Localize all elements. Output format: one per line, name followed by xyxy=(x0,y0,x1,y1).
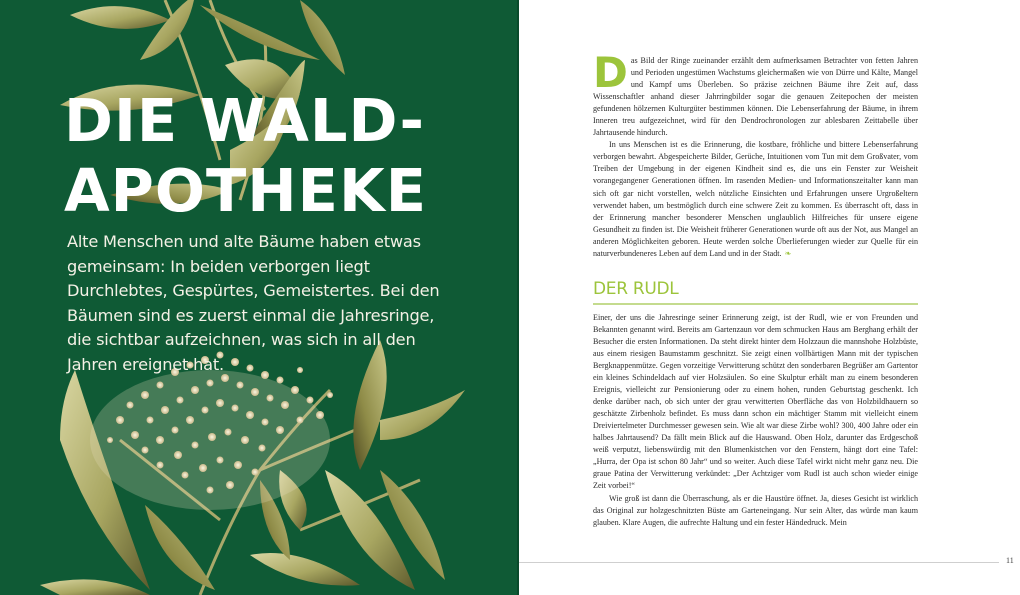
paragraph-2-text: In uns Menschen ist es die Erinnerung, die kostbare, fröhliche und bittere Lebenserfahrung verborgen bewahrt. Abgespeicherte Bilder, Gerüche, Intuitionen vom Tun mit dem Großvater, vom Treiben der Umgebung in der eigenen Kindheit sind es, die uns ein Fenster zur Weisheit vorangegangener Generationen öffnen. Im rasenden Medien- und Informationszeitalter kann man sich oft gar nicht vorstellen, welch nützliche Einsichten und Erfahrungen unsere Urgroßeltern verwendet haben, um bestmöglich durch eine schwere Zeit zu kommen. Es überrascht oft, dass in der Erinnerung mancher besonderer Menschen unglaublich Hilfreiches für unsere eigene Gesundheit zu finden ist. Die Weisheit früherer Generationen wurde oft aus der Not, aus Mangel an anderen Möglichkeiten geboren. Heute werden solche Überlieferungen wieder zur Quelle für ein naturverbundeneres Leben auf dem Land und in der Stadt. xyxy=(593,140,918,258)
footer-divider xyxy=(519,562,999,563)
body-text-column xyxy=(593,48,918,529)
chapter-title-line-2: APOTHEKE xyxy=(64,156,428,225)
section-heading: DER RUDL xyxy=(593,278,918,305)
chapter-title-line-1: DIE WALD- xyxy=(64,86,426,155)
section-paragraph-1: Einer, der uns die Jahresringe seiner Erinnerung zeigt, ist der Rudl, wie er von Freunden und Bekannten genannt wird. Bereits am Gartenzaun vor dem schmucken Haus am Berghang erhält der Besucher die ersten Informationen. Da steht direkt hinter dem Holzzaun die mannshohe Holzbüste, aus einem riesigen Baumstamm geschnitzt. Sie zeigt einen vollbärtigen Mann mit der typischen Bergknappenmütze. Gegen vorzeitige Verwitterung schützt den sonderbaren Begrüßer am Gartentor ein kleines Schindeldach auf vier Holzsäulen. So eine Skulptur erhält man zu einem besonderen Ereignis, vielleicht zur Pensionierung oder zu einem hohen, runden Geburtstag geschenkt. Ich denke darüber nach, ob sich unter der grau verwitterten Oberfläche das von Holzbildhauern so geschätzte Zirbenholz befindet. Es muss dann schon ein mächtiger Stamm mit vielleicht einem Dreiviertelmeter Durchmesser gewesen sein. Wie alt war diese Zirbe wohl? 300, 400 Jahre oder ein halbes Jahrtausend? Da fällt mein Blick auf die Hauswand. Oben Holz, darunter das Erdgeschoß weiß verputzt, liebenswürdig mit den Blumenkistchen vor den Fenstern, hängt dort eine Tafel: „Hurra, der Opa ist schon 80 Jahr“ und so weiter. Auch diese Tafel wirkt nicht mehr ganz neu. Die graue Patina der Verwitterung verkündet: „Der Achtziger vom Rudl ist auch schon wieder einige Zeit vorbei!“ xyxy=(593,312,918,491)
paragraph-2 xyxy=(593,139,918,259)
right-page xyxy=(519,0,1020,595)
drop-cap: D xyxy=(593,48,628,97)
paragraph-1-text: as Bild der Ringe zueinander erzählt dem aufmerksamen Betrachter von fetten Jahren und Perioden ungestümen Wachstums gleichermaßen wie von Dürre und Kälte, Mangel und Kampf ums Überleben. So präzise zeichnen Bäume ihre Zeit auf, dass Wissenschaftler anhand dieser Jahrringbilder sogar die genauen Zeitepochen der meisten gefundenen hölzernen Kulturgüter bestimmen können. Die Lebenserfahrung der Bäume, in ihrem Inneren treu aufgezeichnet, wird für den Dendrochronologen zur ablesbaren Zeittabelle über Jahrtausende hindurch. xyxy=(593,56,918,138)
leaf-end-mark-icon: ❧ xyxy=(784,248,792,258)
page-number: 11 xyxy=(1006,556,1014,565)
chapter-title xyxy=(64,86,427,226)
chapter-intro: Alte Menschen und alte Bäume haben etwas gemeinsam: In beiden verborgen liegt Durchlebtes, Gespürtes, Gemeistertes. Bei den Bäumen sind es zuerst einmal die Jahresringe, die sichtbar aufzeichnen, was sich in all den Jahren ereignet hat. xyxy=(67,232,440,374)
section-body xyxy=(593,312,918,529)
section-paragraph-2: Wie groß ist dann die Überraschung, als er die Haustüre öffnet. Ja, dieses Gesicht ist wirklich das Original zur holzgeschnitzten Büste am Garteneingang. Nur sein Alter, das würde man kaum glauben. Klare Augen, die aufrechte Haltung und ein fester Händedruck. Mein xyxy=(593,493,918,527)
paragraph-1 xyxy=(593,48,918,139)
